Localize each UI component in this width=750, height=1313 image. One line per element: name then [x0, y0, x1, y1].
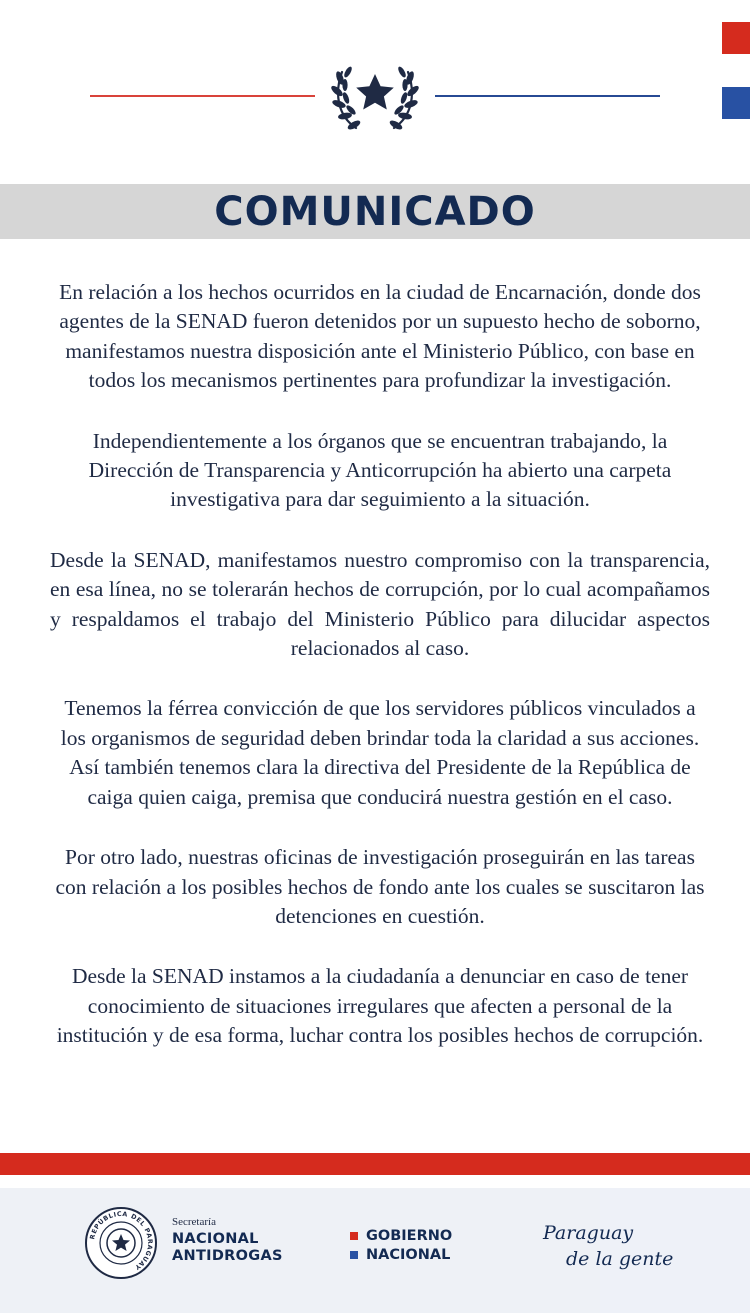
header-line-left — [90, 95, 315, 97]
gobierno-nacional-label: NACIONAL — [366, 1247, 451, 1263]
paragraph-6: Desde la SENAD instamos a la ciudadanía a denunciar en caso de tener conocimiento de situaciones irregulares que afecten a personal de la institución y de esa forma, luchar contra los posibles hechos de corrupción. — [56, 964, 704, 1048]
paragraph-4: Tenemos la férrea convicción de que los servidores públicos vinculados a los organismos de seguridad deben brindar toda la claridad a sus acciones. Así también tenemos clara la directiva del Presidente de la República de caiga quien caiga, premisa que conducirá nuestra gestión en el caso. — [60, 696, 700, 809]
slogan-line-1: Paraguay — [543, 1222, 634, 1244]
republica-del-paraguay-seal-icon — [84, 1206, 158, 1280]
paragraph-3: Desde la SENAD, manifestamos nuestro compromiso con la transparencia, en esa línea, no se tolerarán hechos de corrupción, por lo cual acompañamos y respaldamos el trabajo del Ministerio Público para dilucidar aspectos relacionados al caso. — [50, 547, 710, 661]
paragraph-5: Por otro lado, nuestras oficinas de investigación proseguirán en las tareas con relación a los posibles hechos de fondo ante los cuales se suscitaron las detenciones en cuestión. — [55, 845, 705, 928]
senad-antidrogas-label: ANTIDROGAS — [172, 1248, 283, 1264]
seal-text: REPÚBLICA DEL PARAGUAY — [88, 1209, 155, 1272]
senad-nacional-label: NACIONAL — [172, 1231, 259, 1247]
flag-blue-block — [722, 87, 750, 119]
flag-red-block — [722, 22, 750, 54]
page-title: COMUNICADO — [214, 188, 536, 235]
paragraph-2: Independientemente a los órganos que se encuentran trabajando, la Dirección de Transparencia y Anticorrupción ha abierto una carpeta investigativa para dar seguimiento a la situación. — [88, 428, 672, 512]
senad-secretaria-label: Secretaría — [172, 1216, 216, 1228]
bottom-red-stripe — [0, 1153, 750, 1175]
paragraph-1: En relación a los hechos ocurridos en la ciudad de Encarnación, donde dos agentes de la SENAD fueron detenidos por un supuesto hecho de soborno, manifestamos nuestra disposición ante el Ministerio Público, con base en todos los mecanismos pertinentes para profundizar la investigación. — [59, 280, 701, 393]
header-line-right — [435, 95, 660, 97]
header — [0, 0, 750, 184]
gobierno-red-square-icon — [350, 1232, 358, 1240]
slogan-line-2: de la gente — [566, 1248, 674, 1270]
gobierno-label: GOBIERNO — [366, 1228, 453, 1244]
star-laurel-emblem-icon — [326, 44, 424, 138]
footer — [0, 1188, 750, 1313]
bottom-white-stripe — [0, 1175, 750, 1188]
gobierno-blue-square-icon — [350, 1251, 358, 1259]
communique-body — [50, 278, 710, 1082]
